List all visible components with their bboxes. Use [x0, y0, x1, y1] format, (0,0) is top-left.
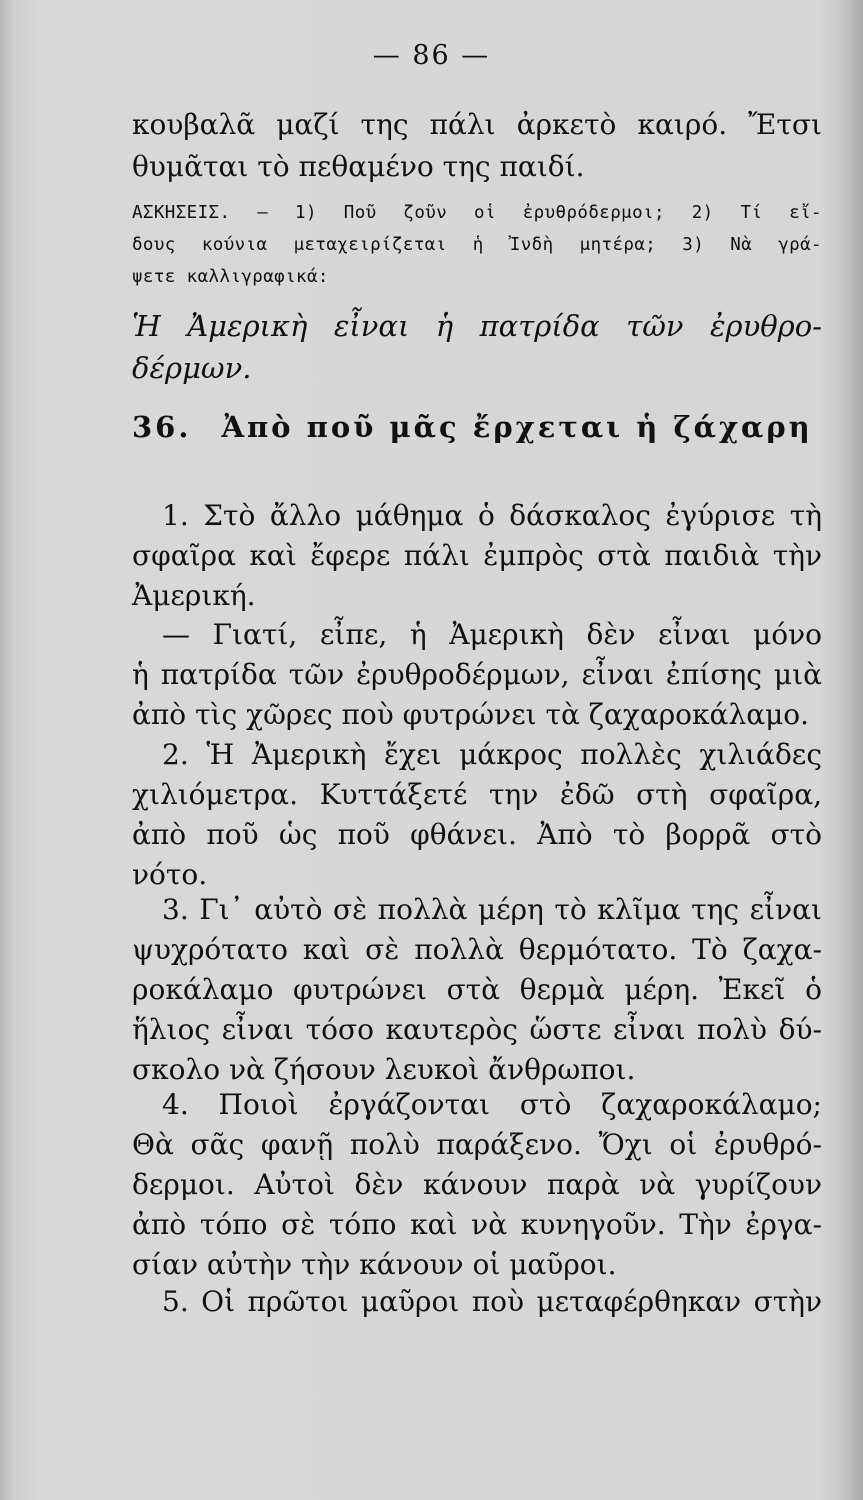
- motto-line: Ἡ Ἀμερικὴ εἶναι ἡ πατρίδα τῶν ἐρυθρο-: [132, 309, 822, 343]
- page-number: — 86 —: [372, 40, 491, 71]
- text-line: Θὰ σᾶς φανῇ πολὺ παράξενο. Ὄχι οἱ ἐρυθρό-: [132, 1128, 822, 1161]
- text-line: σίαν αὐτὴν τὴν κάνουν οἱ μαῦροι.: [132, 1248, 617, 1281]
- paragraph-3: [132, 890, 822, 1090]
- paragraph-4: [132, 1085, 822, 1285]
- text-line: ροκάλαμο φυτρώνει στὰ θερμὰ μέρη. Ἐκεῖ ὁ: [132, 973, 822, 1006]
- calligraphy-motto: [132, 305, 822, 389]
- text-line: 2. Ἡ Ἀμερικὴ ἔχει μάκρος πολλὲς χιλιάδες: [162, 738, 822, 771]
- text-line: 4. Ποιοὶ ἐργάζονται στὸ ζαχαροκάλαμο;: [162, 1088, 822, 1121]
- text-line: σκολο νὰ ζήσουν λευκοὶ ἄνθρωποι.: [132, 1053, 636, 1086]
- exercise-line: ΑΣΚΗΣΕΙΣ. — 1) Ποῦ ζοῦν οἱ ἐρυθρόδερμοι; 2) Τί εἴ-: [132, 203, 822, 223]
- text-line: 1. Στὸ ἄλλο μάθημα ὁ δάσκαλος ἐγύρισε τὴ: [162, 499, 822, 532]
- text-line: σφαῖρα καὶ ἔφερε πάλι ἐμπρὸς στὰ παιδιὰ τὴν: [132, 539, 822, 572]
- text-line: Ἀμερική.: [132, 579, 256, 612]
- text-line: κουβαλᾶ μαζί της πάλι ἀρκετὸ καιρό. Ἔτσι: [132, 108, 822, 141]
- exercise-line: δους κούνια μεταχειρίζεται ἡ Ἰνδὴ μητέρα; 3) Νὰ γρά-: [132, 235, 822, 255]
- exercises-section: [132, 197, 822, 293]
- text-line: ψυχρότατο καὶ σὲ πολλὰ θερμότατο. Τὸ ζαχα-: [132, 933, 822, 966]
- text-line: θυμᾶται τὸ πεθαμένο της παιδί.: [132, 150, 585, 183]
- text-line: νότο.: [132, 858, 208, 891]
- motto-line: δέρμων.: [132, 351, 252, 385]
- text-line: χιλιόμετρα. Κυττάξετέ την ἐδῶ στὴ σφαῖρα,: [132, 778, 822, 811]
- text-line: ἀπὸ τὶς χῶρες ποὺ φυτρώνει τὰ ζαχαροκάλαμο.: [132, 698, 810, 731]
- intro-text: [132, 104, 822, 188]
- lesson-number: 36.: [132, 410, 192, 444]
- paragraph-1-dialogue: [132, 615, 822, 735]
- text-line: ἥλιος εἶναι τόσο καυτερὸς ὥστε εἶναι πολὺ δύ-: [132, 1013, 822, 1046]
- text-line: 3. Γι᾿ αὐτὸ σὲ πολλὰ μέρη τὸ κλῖμα της εἶναι: [162, 893, 822, 926]
- text-line: ἡ πατρίδα τῶν ἐρυθροδέρμων, εἶναι ἐπίσης μιὰ: [132, 658, 822, 691]
- paragraph-1: [132, 496, 822, 616]
- lesson-heading: [132, 410, 832, 444]
- text-line: — Γιατί, εἶπε, ἡ Ἀμερικὴ δὲν εἶναι μόνο: [162, 618, 822, 651]
- exercise-line: ψετε καλλιγραφικά:: [132, 267, 329, 287]
- text-line: ἀπὸ τόπο σὲ τόπο καὶ νὰ κυνηγοῦν. Τὴν ἐργα-: [132, 1208, 822, 1241]
- text-line: 5. Οἱ πρῶτοι μαῦροι ποὺ μεταφέρθηκαν στὴν: [162, 1285, 822, 1318]
- text-line: δερμοι. Αὐτοὶ δὲν κάνουν παρὰ νὰ γυρίζουν: [132, 1168, 822, 1201]
- paragraph-2: [132, 735, 822, 895]
- lesson-title: Ἀπὸ ποῦ μᾶς ἔρχεται ἡ ζάχαρη: [221, 410, 813, 444]
- paragraph-5: [132, 1282, 822, 1322]
- text-line: ἀπὸ ποῦ ὡς ποῦ φθάνει. Ἀπὸ τὸ βορρᾶ στὸ: [132, 818, 822, 851]
